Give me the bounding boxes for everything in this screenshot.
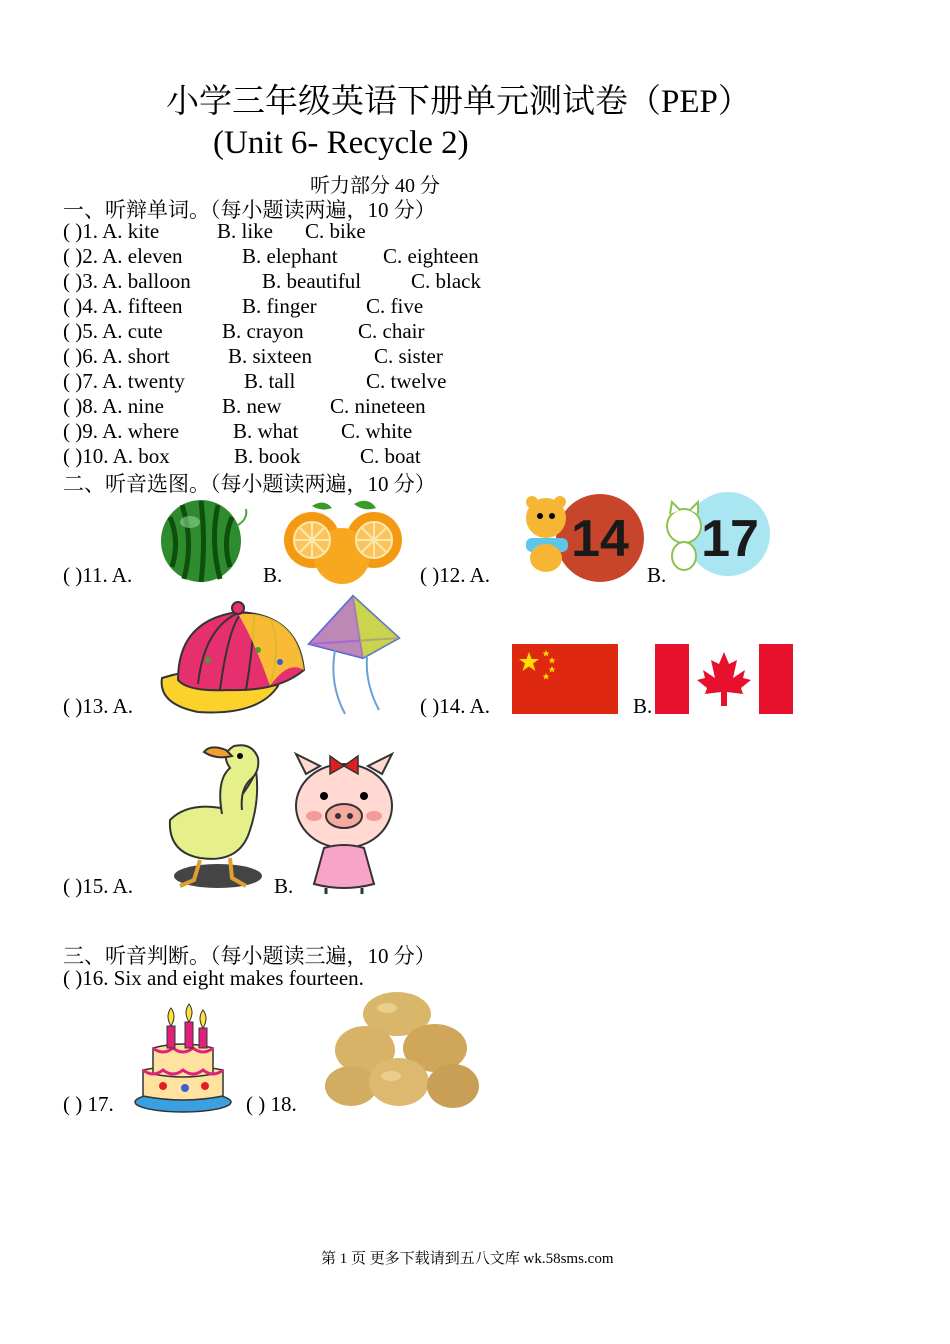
q11-b-label: B. <box>263 563 283 587</box>
question-option-b: B. beautiful <box>262 269 362 293</box>
number-17-text: 17 <box>701 510 759 568</box>
section3-heading: 三、听音判断。（每小题读三遍，10 分） <box>63 944 436 968</box>
tiger-14-image <box>520 492 640 582</box>
question-option-b: B. sixteen <box>228 344 312 368</box>
number-14-text: 14 <box>571 510 629 568</box>
question-option-a: ( )1. A. kite <box>63 219 160 243</box>
q15-b-label: B. <box>274 874 294 898</box>
question-option-c: C. chair <box>358 319 425 343</box>
question-option-c: C. eighteen <box>383 244 479 268</box>
question-option-a: ( )9. A. where <box>63 419 180 443</box>
page-subtitle: (Unit 6- Recycle 2) <box>213 125 469 161</box>
birthday-cake-image <box>133 1004 233 1114</box>
question-option-a: ( )3. A. balloon <box>63 269 191 293</box>
q13-label: ( )13. A. <box>63 694 133 718</box>
question-option-c: C. boat <box>360 444 421 468</box>
question-option-b: B. what <box>233 419 299 443</box>
china-flag-image <box>512 644 618 714</box>
canada-flag-image <box>655 644 793 714</box>
q11-label: ( )11. A. <box>63 563 133 587</box>
section1-heading: 一、听辩单词。（每小题读两遍，10 分） <box>63 198 436 222</box>
question-option-c: C. nineteen <box>330 394 426 418</box>
kite-image <box>305 594 401 716</box>
question-option-c: C. black <box>411 269 481 293</box>
question-option-a: ( )5. A. cute <box>63 319 163 343</box>
oranges-image <box>282 496 406 584</box>
question-option-b: B. new <box>222 394 282 418</box>
cap-image <box>158 600 308 718</box>
question-option-b: B. tall <box>244 369 296 393</box>
q17-label: ( ) 17. <box>63 1092 114 1116</box>
question-option-b: B. finger <box>242 294 317 318</box>
duck-image <box>160 740 270 894</box>
question-option-a: ( )2. A. eleven <box>63 244 183 268</box>
page-footer: 第 1 页 更多下载请到五八文库 wk.58sms.com <box>321 1251 614 1267</box>
page-title: 小学三年级英语下册单元测试卷（PEP） <box>166 84 751 120</box>
q14-b-label: B. <box>633 694 653 718</box>
q12-label: ( )12. A. <box>420 563 490 587</box>
question-option-c: C. bike <box>305 219 366 243</box>
section2-heading: 二、听音选图。（每小题读两遍，10 分） <box>63 472 436 496</box>
question-option-a: ( )4. A. fifteen <box>63 294 183 318</box>
question-option-a: ( )6. A. short <box>63 344 170 368</box>
q18-label: ( ) 18. <box>246 1092 297 1116</box>
question-option-b: B. elephant <box>242 244 338 268</box>
q16-statement: ( )16. Six and eight makes fourteen. <box>63 966 364 990</box>
question-option-c: C. five <box>366 294 424 318</box>
question-option-b: B. like <box>217 219 273 243</box>
question-option-c: C. white <box>341 419 413 443</box>
question-option-a: ( )7. A. twenty <box>63 369 185 393</box>
watermelon-image <box>160 497 250 585</box>
question-option-c: C. sister <box>374 344 443 368</box>
potatoes-image <box>325 990 479 1112</box>
q14-label: ( )14. A. <box>420 694 490 718</box>
q15-label: ( )15. A. <box>63 874 133 898</box>
question-option-b: B. book <box>234 444 301 468</box>
pig-image <box>290 744 400 894</box>
listening-score-note: 听力部分 40 分 <box>310 175 440 197</box>
question-option-b: B. crayon <box>222 319 304 343</box>
question-option-a: ( )8. A. nine <box>63 394 164 418</box>
q12-b-label: B. <box>647 563 667 587</box>
question-option-a: ( )10. A. box <box>63 444 170 468</box>
question-option-c: C. twelve <box>366 369 447 393</box>
cat-17-image <box>664 494 774 578</box>
